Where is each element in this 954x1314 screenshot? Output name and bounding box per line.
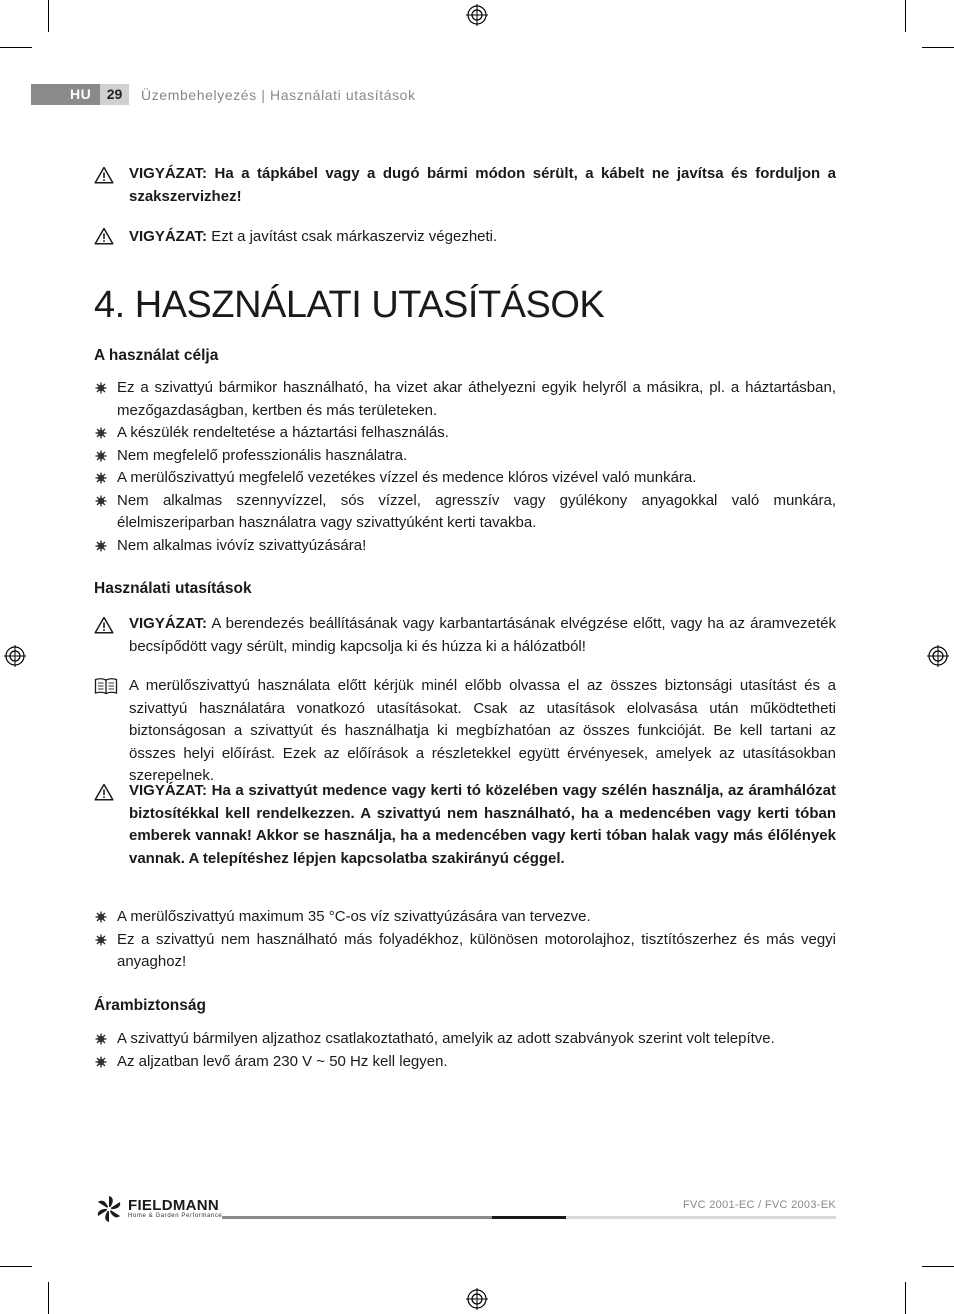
warning-text: VIGYÁZAT: Ezt a javítást csak márkaszerviz végezheti. <box>129 228 498 245</box>
warning-block <box>94 163 836 208</box>
crop-mark <box>922 47 954 48</box>
warning-text: VIGYÁZAT: A berendezés beállításának vagy karbantartásának elvégzése előtt, vagy ha az áramvezeték becsípődött vagy sérült, mindig kapcsolja ki és húzza ki a hálózatból! <box>129 615 836 655</box>
bullet-icon <box>95 911 107 923</box>
open-book-icon <box>94 677 118 695</box>
warning-triangle-icon <box>94 227 114 245</box>
brand-name: FIELDMANN <box>128 1197 220 1214</box>
bullet-icon <box>95 1056 107 1068</box>
fieldmann-logo-icon <box>94 1194 124 1224</box>
crop-mark <box>905 0 906 32</box>
list-item: Ez a szivattyú bármikor használható, ha vizet akar áthelyezni egyik helyről a másikra, pl. a háztartásban, mezőgazdaságban, kertben és más területeken. <box>94 377 836 422</box>
crop-mark <box>48 0 49 32</box>
footer-rule <box>566 1216 836 1219</box>
bullet-icon <box>95 382 107 394</box>
purpose-list <box>94 377 836 557</box>
crop-mark <box>905 1282 906 1314</box>
power-list <box>94 1028 836 1073</box>
warning-text: VIGYÁZAT: Ha a szivattyút medence vagy kerti tó közelében vagy szélén használja, az áramhálózat biztosítékkal kell rendelkezzen. A szivattyú nem használható, ha a medencében vagy kerti tóban emberek vannak! Akkor se használja, ha a medencében vagy kerti tóban halak vagy más élőlények vannak. A telepítéshez lépjen kapcsolatba szakirányú céggel. <box>129 782 836 867</box>
header-lang: HU <box>70 86 92 102</box>
warning-text: VIGYÁZAT: Ha a tápkábel vagy a dugó bármi módon sérült, a kábelt ne javítsa és forduljon a szakszervizhez! <box>129 165 836 205</box>
crop-mark <box>48 1282 49 1314</box>
warning-triangle-icon <box>94 166 114 184</box>
bullet-icon <box>95 495 107 507</box>
subheading-instructions: Használati utasítások <box>94 580 252 597</box>
registration-mark-icon <box>927 645 949 667</box>
bullet-icon <box>95 427 107 439</box>
bullet-icon <box>95 472 107 484</box>
list-item: Az aljzatban levő áram 230 V ~ 50 Hz kell legyen. <box>94 1051 836 1074</box>
section-title: 4. HASZNÁLATI UTASÍTÁSOK <box>94 284 605 326</box>
warning-block <box>94 226 836 249</box>
list-item: A merülőszivattyú maximum 35 °C-os víz szivattyúzására van tervezve. <box>94 906 836 929</box>
warning-triangle-icon <box>94 783 114 801</box>
read-manual-note <box>94 675 836 788</box>
registration-mark-icon <box>466 4 488 26</box>
warning-block <box>94 613 836 658</box>
bullet-icon <box>95 540 107 552</box>
list-item: A szivattyú bármilyen aljzathoz csatlakoztatható, amelyik az adott szabványok szerint volt telepítve. <box>94 1028 836 1051</box>
registration-mark-icon <box>466 1288 488 1310</box>
footer-rule-accent <box>492 1216 566 1219</box>
crop-mark <box>0 1266 32 1267</box>
list-item: A merülőszivattyú megfelelő vezetékes vízzel és medence klóros vizével való munkára. <box>94 467 836 490</box>
model-number: FVC 2001-EC / FVC 2003-EK <box>682 1199 836 1211</box>
subheading-power: Árambiztonság <box>94 997 206 1014</box>
list-item: Nem alkalmas szennyvízzel, sós vízzel, agresszív vagy gyúlékony anyagokkal való munkára, élelmiszeriparban használatra vagy szivattyúként kerti tavakba. <box>94 490 836 535</box>
list-item: Nem megfelelő professzionális használatra. <box>94 445 836 468</box>
list-item: Nem alkalmas ivóvíz szivattyúzására! <box>94 535 836 558</box>
page-number: 29 <box>106 86 123 102</box>
note-text: A merülőszivattyú használata előtt kérjük minél előbb olvassa el az összes biztonsági utasítást és a szivattyú használatára vonatkozó utasításokat. Csak az utasítások elolvasása után működtetheti biztonságosan a szivattyút és használhatja ki megbízhatóan az összes funkcióját. Be kell tartani az összes helyi előírást. Ezek az előírások a részletekkel együtt érvényesek, amelyek az utasításokban szerepelnek. <box>129 677 836 784</box>
warning-triangle-icon <box>94 616 114 634</box>
warning-block <box>94 780 836 870</box>
footer-rule <box>222 1216 492 1219</box>
list-item: A készülék rendeltetése a háztartási felhasználás. <box>94 422 836 445</box>
crop-mark <box>922 1266 954 1267</box>
list-item: Ez a szivattyú nem használható más folyadékhoz, különösen motorolajhoz, tisztítószerhez és más vegyi anyaghoz! <box>94 929 836 974</box>
subheading-purpose: A használat célja <box>94 347 219 364</box>
crop-mark <box>0 47 32 48</box>
bullet-icon <box>95 450 107 462</box>
bullet-icon <box>95 1033 107 1045</box>
bullet-icon <box>95 934 107 946</box>
registration-mark-icon <box>4 645 26 667</box>
brand-tagline: Home & Garden Performance <box>128 1213 223 1219</box>
instructions-list <box>94 906 836 974</box>
header-title: Üzembehelyezés | Használati utasítások <box>141 87 416 103</box>
